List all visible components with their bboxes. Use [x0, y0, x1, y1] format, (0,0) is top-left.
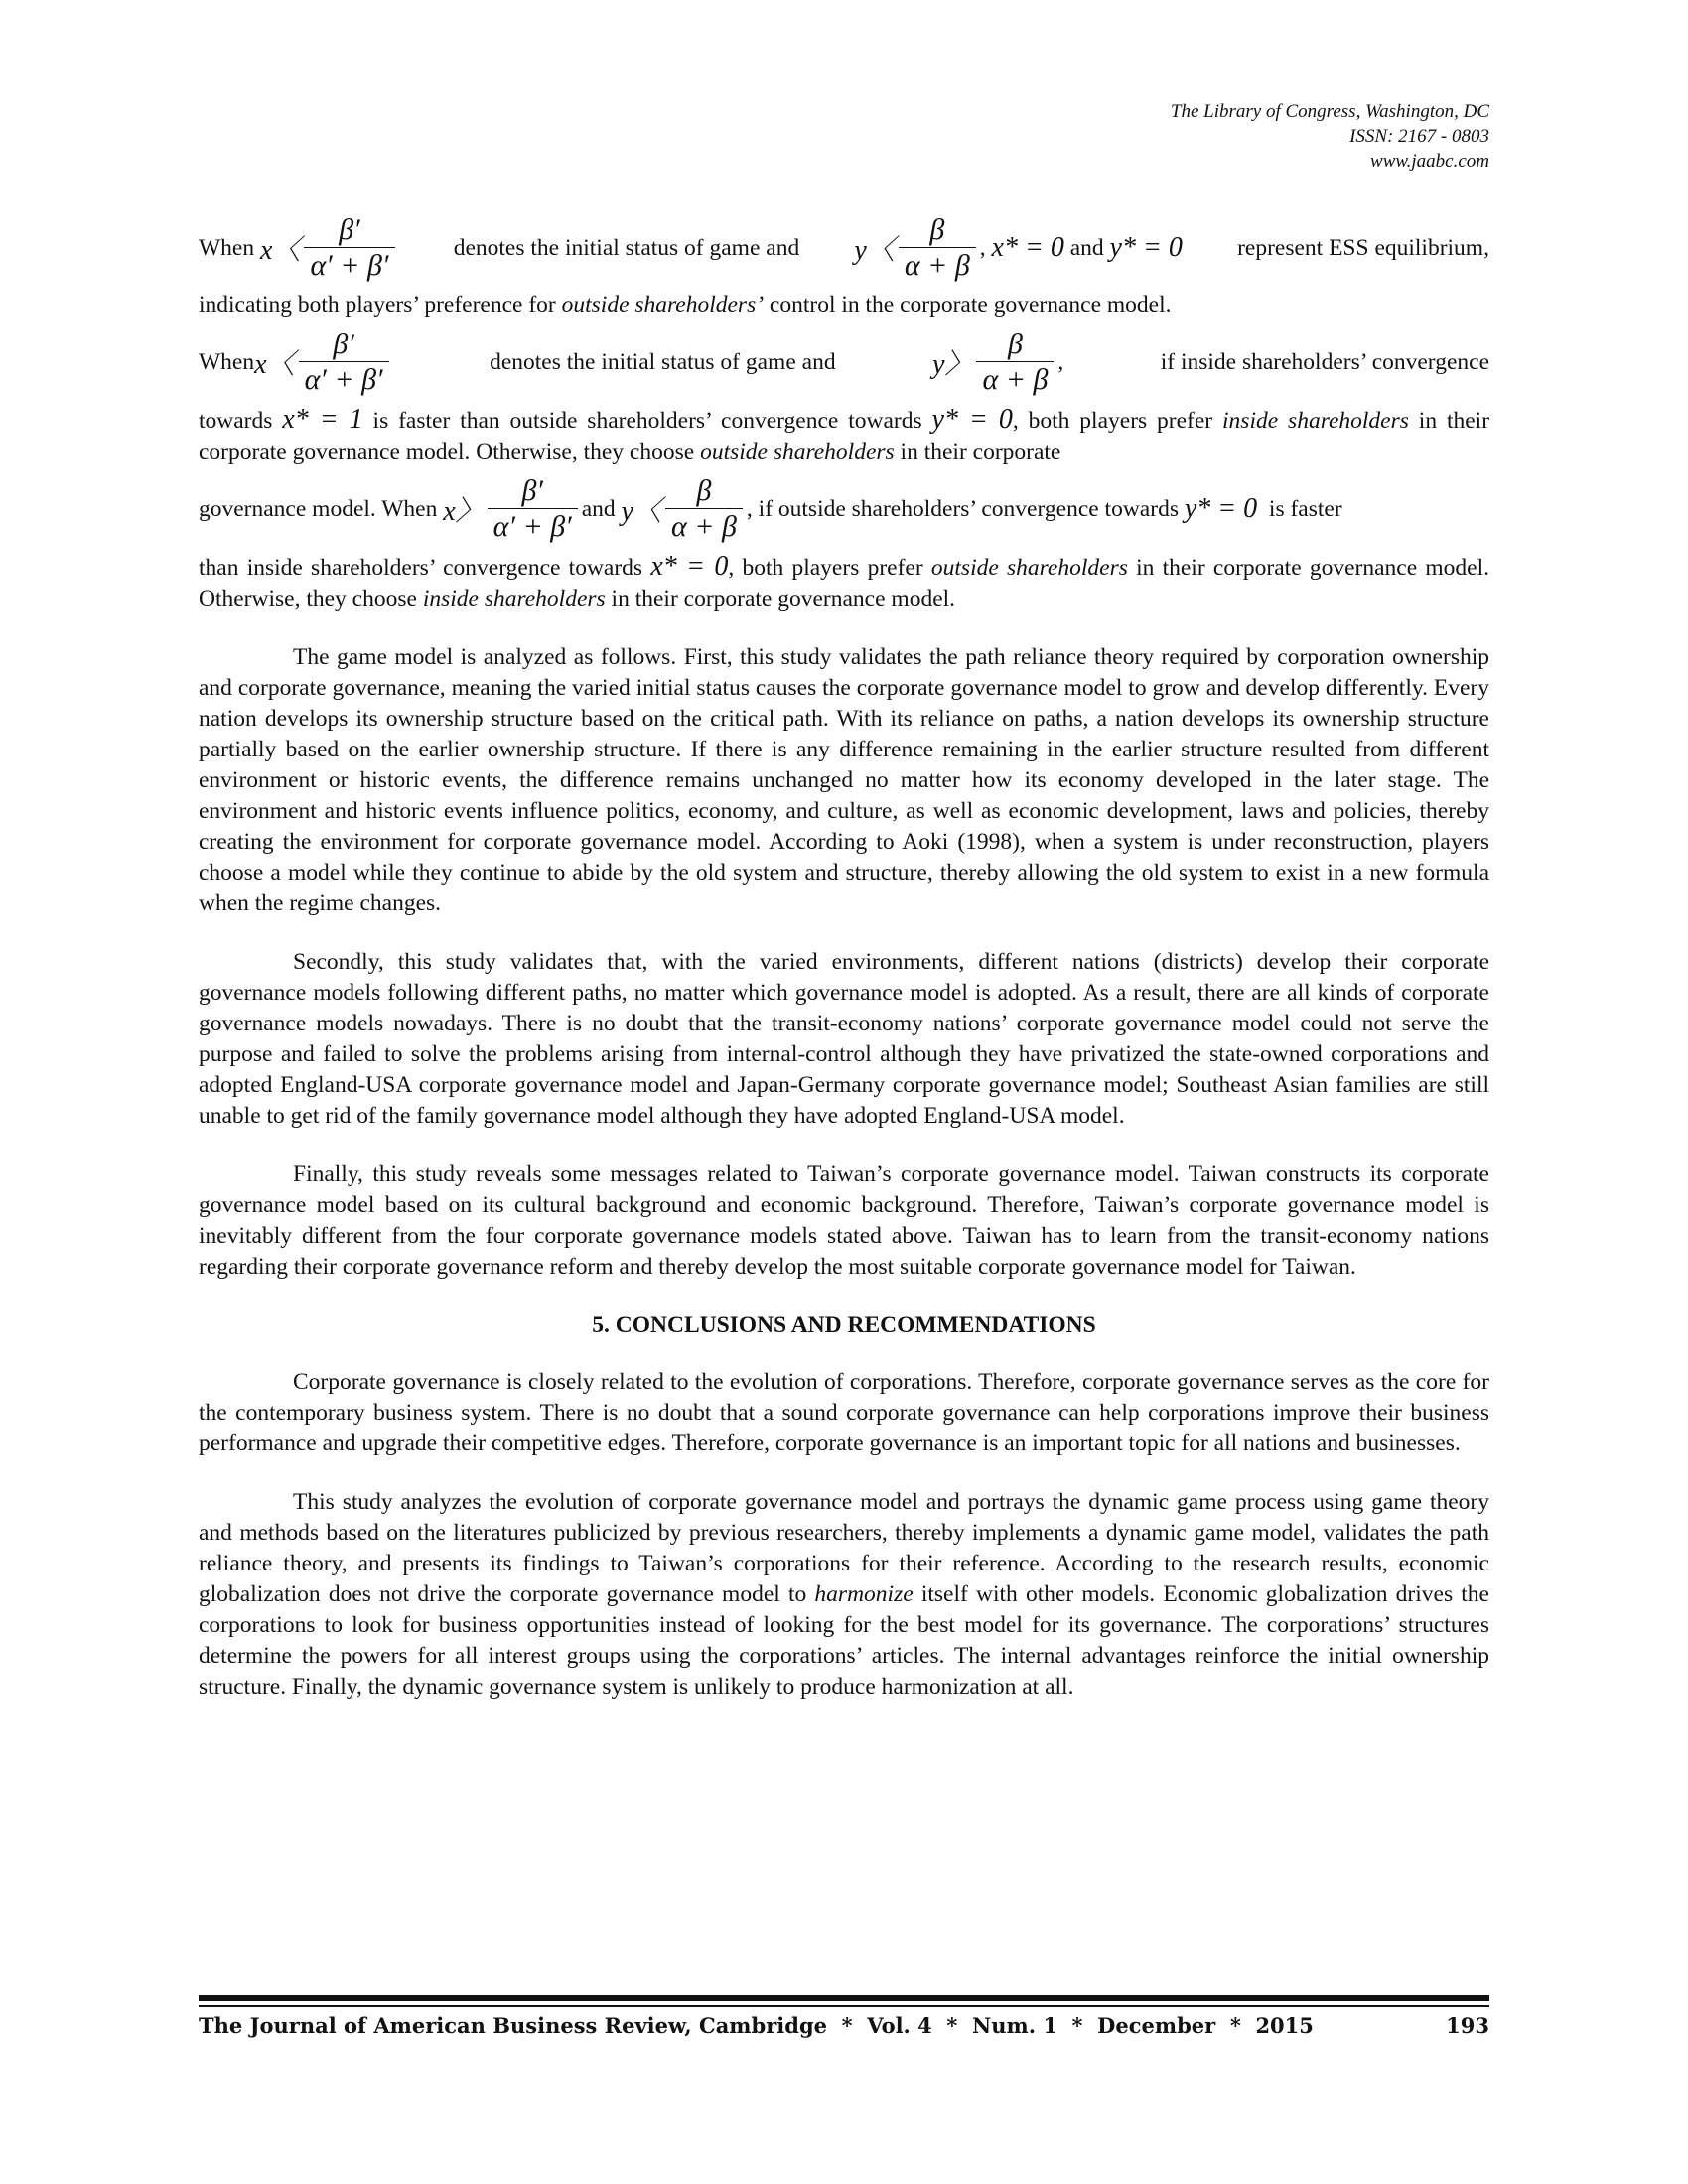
paragraph-conclusion-2: This study analyzes the evolution of corporate governance model and portrays the dynamic game process using game theory and methods based on the literatures publicized by previous researchers, thereby implements a dynamic game model, validates the path reliance theory, and presents its findings to Taiwan’s corporations for their reference. According to the research results, economic globalization does not drive the corporate governance model to harmonize itself with other models. Economic globalization drives the corporations to look for business opportunities instead of looking for the best model for its governance. The corporations’ structures determine the powers for all interest groups using the corporations’ articles. The internal advantages reinforce the initial ownership structure. Finally, the dynamic governance system is unlikely to produce harmonization at all. [199, 1489, 1489, 1700]
page-footer [199, 2013, 1489, 2038]
text-represent-ess: represent ESS equilibrium, [1237, 234, 1489, 261]
math-xstar0: x* = 0 [991, 232, 1064, 263]
header-library: The Library of Congress, Washington, DC [1170, 101, 1489, 122]
equation-line-2: When x〈 $\frac{\beta'}{\alpha' + \beta'}$ denotes the initial status of game and y〉 $\frac{\beta}{\alpha + \beta}$ , if inside shareholders’ convergence [199, 327, 1489, 396]
equation-line-3: governance model. When x〉 $\frac{\beta'}{\alpha' + \beta'}$ and y〈 $\frac{\beta}{\alpha + \beta}$ , if outside shareholders’ convergence towards y* = 0 is faster [199, 474, 1342, 543]
equation-line-1: When x〈 $\frac{\beta'}{\alpha' + \beta'}$ denotes the initial status of game and y〈 $\frac{\beta}{\alpha + \beta}$ , x* = 0 and y* = 0 represent ESS equilibrium, [199, 212, 1489, 282]
math-y-lt: y〈 [854, 235, 895, 266]
footer-rule-thick [199, 1995, 1489, 2001]
fraction-beta: $\frac{\beta}{\alpha + \beta}$ [899, 213, 976, 284]
fraction-beta-prime: $\frac{\beta'}{\alpha' + \beta'}$ [304, 213, 394, 284]
section-heading: 5. CONCLUSIONS AND RECOMMENDATIONS [592, 1312, 1096, 1338]
header-website: www.jaabc.com [1370, 151, 1489, 172]
footer-journal: The Journal of American Business Review, Cambridge * Vol. 4 * Num. 1 * December * 2015 [199, 2013, 1314, 2038]
text-line: towards x* = 1 is faster than outside shareholders’ convergence towards y* = 0, both players prefer inside shareholders in their corporate governance model. Otherwise, they choose outside shareholders in their corporate [199, 404, 1490, 465]
paragraph-game-model: The game model is analyzed as follows. First, this study validates the path reliance theory required by corporation ownership and corporate governance, meaning the varied initial status causes the corporate governance model to grow and develop differently. Every nation develops its ownership structure based on the critical path. With its reliance on paths, a nation develops its ownership structure partially based on the earlier ownership structure. If there is any difference remaining in the earlier structure resulted from different environment or historic events, the difference remains unchanged no matter how its economy developed in the later stage. The environment and historic events influence politics, economy, and culture, as well as economic development, laws and policies, thereby creating the environment for corporate governance model. According to Aoki (1998), when a system is under reconstruction, players choose a model while they continue to abide by the old system and structure, thereby allowing the old system to exist in a new formula when the regime changes. [199, 644, 1489, 916]
header-issn: ISSN: 2167 - 0803 [1349, 126, 1489, 147]
math-y-gt: y〉 [932, 349, 973, 380]
paragraph-finally: Finally, this study reveals some messages related to Taiwan’s corporate governance model. Taiwan constructs its corporate governance model based on its cultural background and economic background. Therefore, Taiwan’s corporate governance model is inevitably different from the four corporate governance models stated above. Taiwan has to learn from the transit-economy nations regarding their corporate governance reform and thereby develop the most suitable corporate governance model for Taiwan. [199, 1161, 1489, 1280]
math-x-gt: x〉 [443, 496, 484, 527]
text-line: than inside shareholders’ convergence towards x* = 0, both players prefer outside shareholders in their corporate governance model. Otherwise, they choose inside shareholders in their corporate governance model. [199, 551, 1489, 612]
page-header [1171, 99, 1489, 174]
text-denotes: denotes the initial status of game and [453, 234, 800, 261]
paragraph-conclusion-1: Corporate governance is closely related to the evolution of corporations. Therefore, corporate governance serves as the core for the contemporary business system. There is no doubt that a sound corporate governance can help corporations improve their business performance and upgrade their competitive edges. Therefore, corporate governance is an important topic for all nations and businesses. [199, 1369, 1489, 1456]
text-when: When [199, 234, 255, 261]
footer-rule-thin [199, 2005, 1489, 2007]
math-ystar0: y* = 0 [1109, 232, 1183, 263]
paragraph-secondly: Secondly, this study validates that, with the varied environments, different nations (districts) develop their corporate governance models following different paths, no matter which governance model is adopted. As a result, there are all kinds of corporate governance models nowadays. There is no doubt that the transit-economy nations’ corporate governance model could not serve the purpose and failed to solve the problems arising from internal-control although they have privatized the state-owned corporations and adopted England-USA corporate governance model and Japan-Germany corporate governance model; Southeast Asian families are still unable to get rid of the family governance model although they have adopted England-USA model. [199, 949, 1489, 1129]
math-x-lt: x〈 [260, 235, 301, 266]
page-content [199, 206, 1489, 1703]
page-number: 193 [1446, 2013, 1489, 2038]
text-line: indicating both players’ preference for outside shareholders’ control in the corporate governance model. [199, 292, 1172, 318]
